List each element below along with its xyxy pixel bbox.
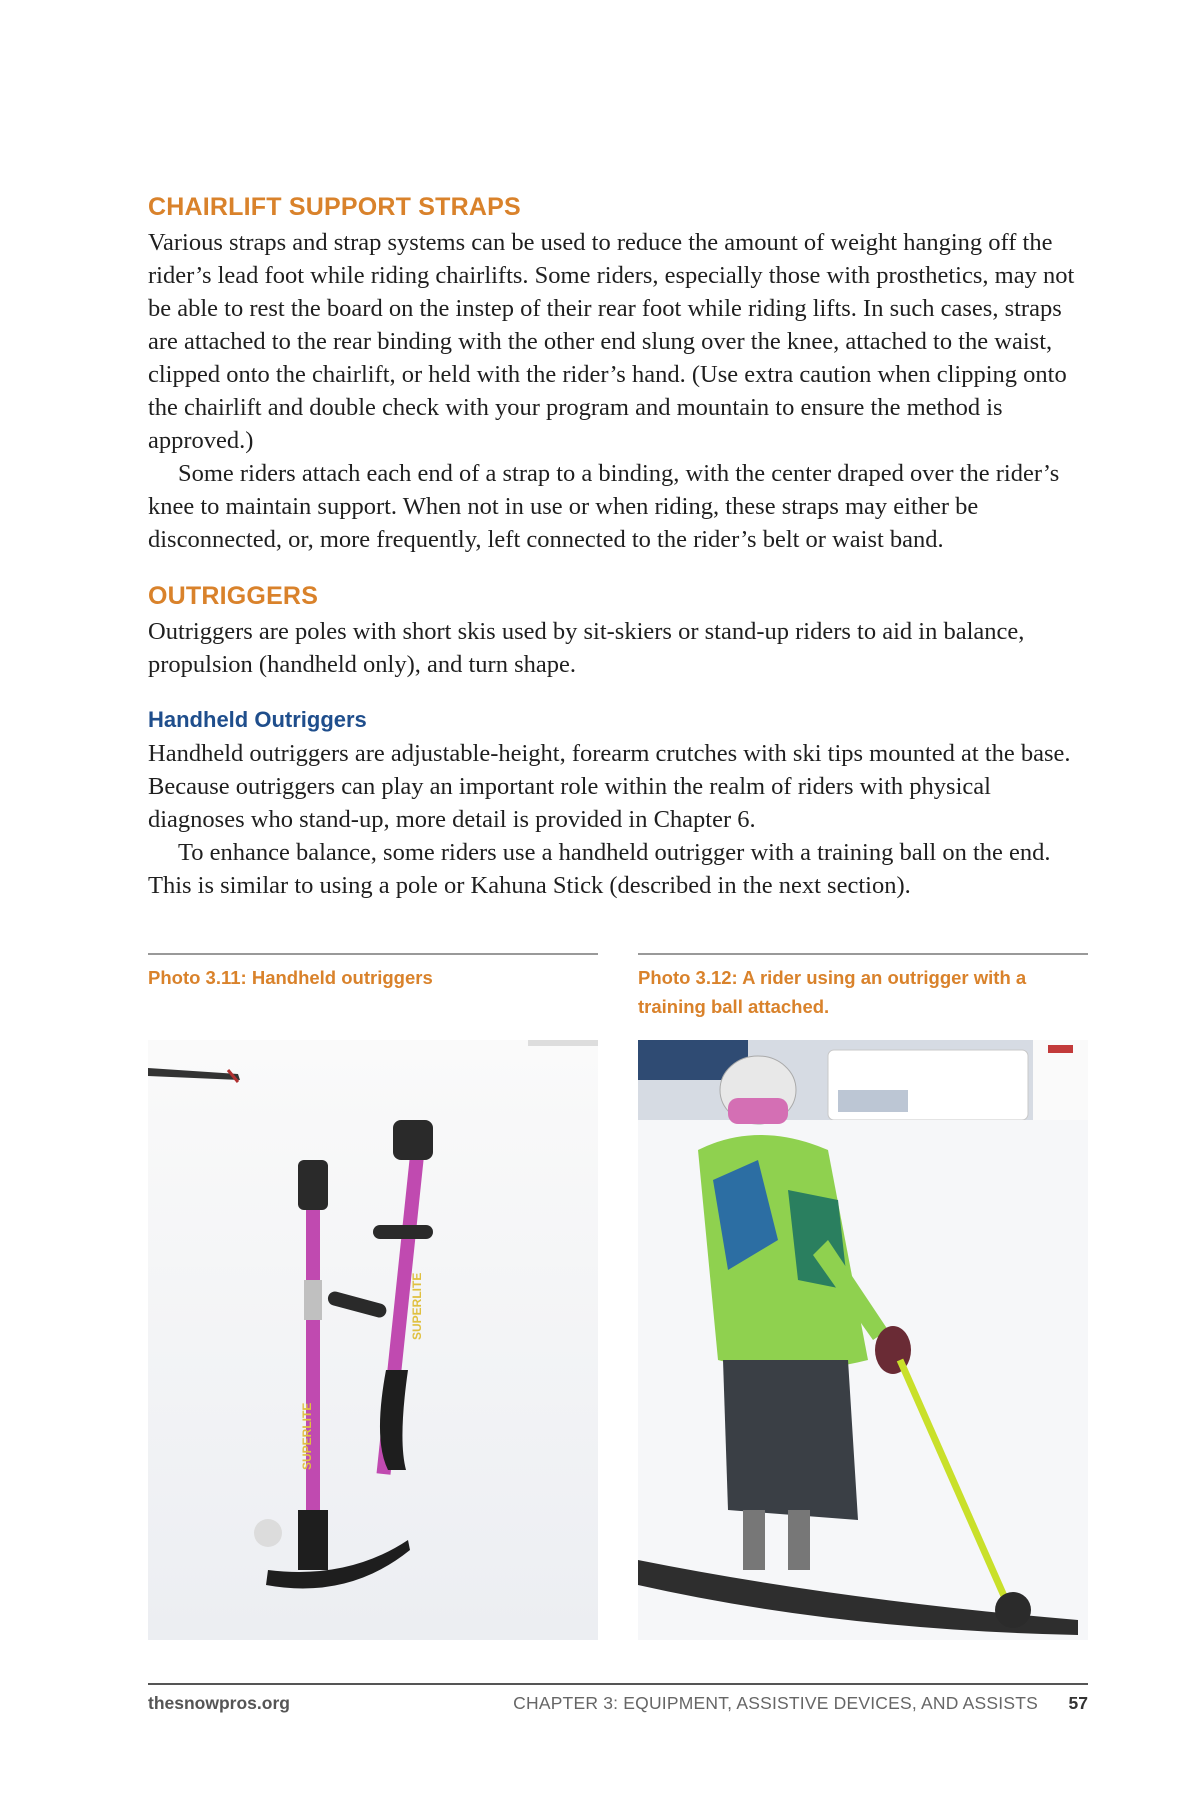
footer-rule xyxy=(148,1683,1088,1685)
photo-handheld-outriggers xyxy=(148,1040,598,1640)
paragraph: To enhance balance, some riders use a handheld outrigger with a training ball on the end. This is similar to using a pole or Kahuna Stick (described in the next section). xyxy=(148,839,1051,899)
figure-caption: Photo 3.11: Handheld outriggers xyxy=(148,967,433,988)
caption-rule xyxy=(148,953,598,955)
paragraph: Various straps and strap systems can be used to reduce the amount of weight hanging off the rider’s lead foot while riding chairlifts. Some riders, especially those with prosthetics, may not be able to rest the board on the instep of their rear foot while riding lifts. In such cases, straps are attached to the rear binding with the other end slung over the knee, attached to the waist, clipped onto the chairlift, or held with the rider’s hand. (Use extra caution when clipping onto the chairlift and double check with your program and mountain to ensure the method is approved.) xyxy=(148,229,1075,454)
footer-site-link[interactable]: thesnowpros.org xyxy=(148,1693,290,1713)
superlite-label: SUPERLITE xyxy=(410,1272,424,1340)
superlite-label: SUPERLITE xyxy=(300,1402,314,1470)
subheading-handheld-outriggers: Handheld Outriggers xyxy=(148,707,367,732)
body-text xyxy=(148,193,1088,902)
section-heading-chairlift: CHAIRLIFT SUPPORT STRAPS xyxy=(148,193,521,221)
paragraph: Outriggers are poles with short skis used by sit-skiers or stand-up riders to aid in balance, propulsion (handheld only), and turn shape. xyxy=(148,618,1025,678)
figure-caption-block-1 xyxy=(148,953,598,992)
photo-rider-with-training-ball xyxy=(638,1040,1088,1640)
section-heading-outriggers: OUTRIGGERS xyxy=(148,582,319,610)
figure-caption-block-2 xyxy=(638,953,1088,1021)
paragraph: Handheld outriggers are adjustable-height, forearm crutches with ski tips mounted at the base. Because outriggers can play an important role within the realm of riders with physical diagnoses who stand-up, more detail is provided in Chapter 6. xyxy=(148,740,1071,833)
caption-rule xyxy=(638,953,1088,955)
page-number: 57 xyxy=(1068,1693,1088,1713)
paragraph: Some riders attach each end of a strap to a binding, with the center draped over the rider’s knee to maintain support. When not in use or when riding, these straps may either be disconnected, or, more frequently, left connected to the rider’s belt or waist band. xyxy=(148,460,1060,553)
training-ball xyxy=(995,1592,1031,1628)
figure-caption: Photo 3.12: A rider using an outrigger with a training ball attached. xyxy=(638,967,1027,1017)
footer-chapter-title: CHAPTER 3: EQUIPMENT, ASSISTIVE DEVICES, AND ASSISTS xyxy=(513,1693,1038,1713)
